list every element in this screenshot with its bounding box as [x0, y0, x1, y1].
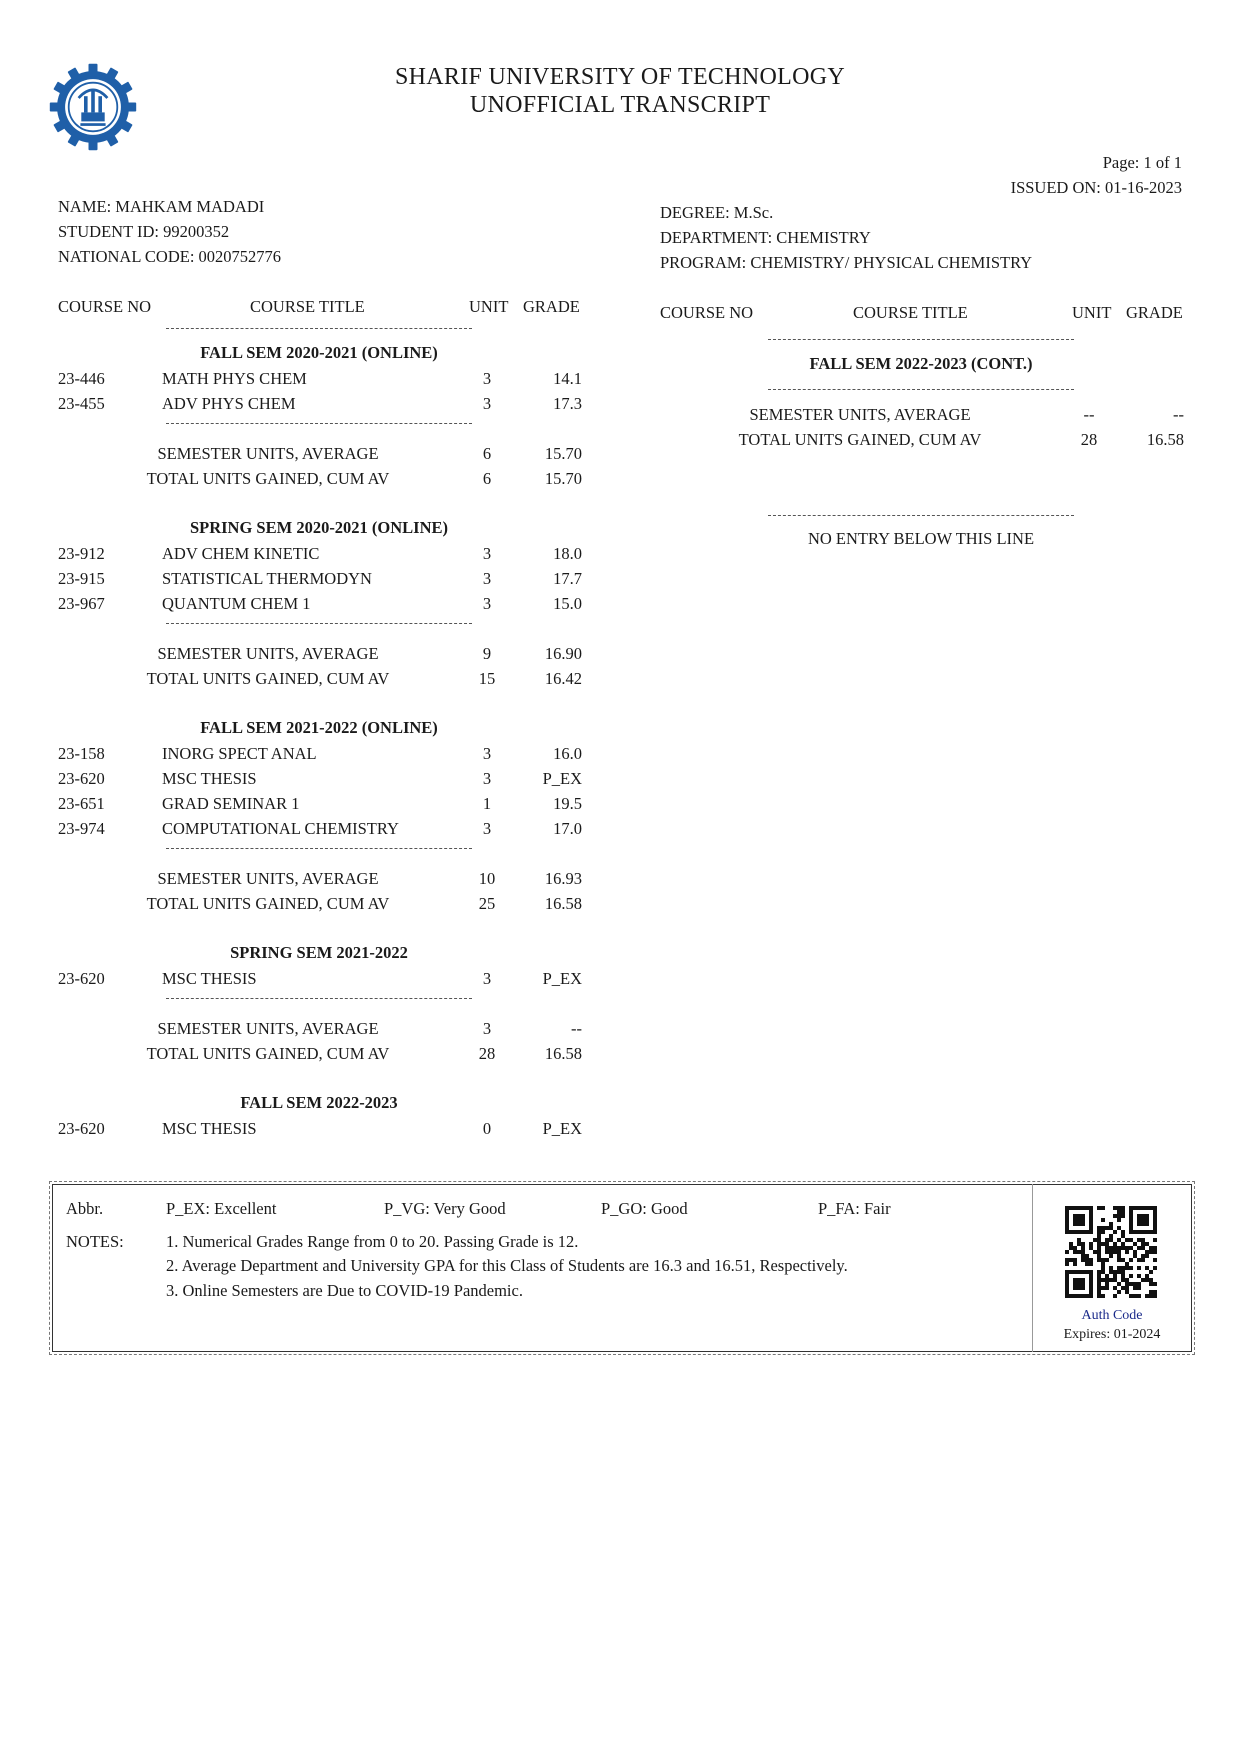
course-row	[58, 818, 588, 840]
separator-line	[768, 515, 1074, 516]
cumulative-average: 16.58	[544, 1044, 582, 1063]
student-name: NAME: MAHKAM MADADI	[58, 197, 265, 216]
separator-line	[768, 389, 1074, 390]
course-title: MSC THESIS	[162, 969, 257, 988]
semester-average: 16.90	[544, 644, 582, 663]
course-grade: 15.0	[553, 594, 582, 613]
course-row	[58, 968, 588, 990]
qr-code-icon[interactable]	[1065, 1206, 1157, 1298]
total-summary-row	[58, 893, 588, 915]
course-unit: 3	[482, 969, 492, 988]
semester-title: SPRING SEM 2021-2022	[230, 943, 408, 962]
course-number: 23-967	[58, 594, 105, 613]
total-units-label: TOTAL UNITS GAINED, CUM AV	[146, 1044, 390, 1063]
semester-average: --	[571, 1019, 582, 1038]
course-unit: 3	[482, 369, 492, 388]
course-unit: 3	[482, 819, 492, 838]
semester-summary-row	[58, 443, 588, 465]
auth-code-link[interactable]: Auth Code	[1081, 1308, 1143, 1323]
course-row	[58, 368, 588, 390]
course-row	[58, 743, 588, 765]
col-header-unit: UNIT	[1072, 303, 1112, 322]
total-summary-row	[660, 429, 1184, 451]
note-item: 1. Numerical Grades Range from 0 to 20. Passing Grade is 12.	[166, 1232, 579, 1251]
course-number: 23-651	[58, 794, 105, 813]
course-unit: 3	[482, 544, 492, 563]
total-units-label: TOTAL UNITS GAINED, CUM AV	[738, 430, 982, 449]
course-title: QUANTUM CHEM 1	[162, 594, 311, 613]
page-number: Page: 1 of 1	[1102, 153, 1182, 172]
abbr-label: Abbr.	[66, 1199, 104, 1218]
separator-line	[166, 328, 472, 329]
course-number: 23-912	[58, 544, 105, 563]
total-summary-row	[58, 668, 588, 690]
col-header-course-title: COURSE TITLE	[250, 297, 365, 316]
separator-line	[768, 339, 1074, 340]
course-title: MSC THESIS	[162, 1119, 257, 1138]
total-units: 6	[482, 469, 492, 488]
semester-summary-row	[660, 404, 1184, 426]
student-id: STUDENT ID: 99200352	[58, 222, 230, 241]
total-units: 28	[478, 1044, 496, 1063]
col-header-grade: GRADE	[1126, 303, 1183, 322]
course-row	[58, 593, 588, 615]
semester-summary-row	[58, 1018, 588, 1040]
course-row	[58, 568, 588, 590]
semester-title: FALL SEM 2022-2023 (CONT.)	[809, 354, 1033, 373]
document-title: UNOFFICIAL TRANSCRIPT	[469, 92, 771, 118]
course-row	[58, 1118, 588, 1140]
course-row	[58, 393, 588, 415]
course-unit: 3	[482, 769, 492, 788]
total-units-label: TOTAL UNITS GAINED, CUM AV	[146, 469, 390, 488]
col-header-unit: UNIT	[469, 297, 509, 316]
semester-units: 10	[478, 869, 496, 888]
col-header-course-no: COURSE NO	[58, 297, 152, 316]
semester-average: --	[1173, 405, 1184, 424]
course-title: ADV CHEM KINETIC	[162, 544, 320, 563]
course-grade: 17.7	[553, 569, 582, 588]
col-header-course-no: COURSE NO	[660, 303, 754, 322]
separator-line	[166, 623, 472, 624]
cumulative-average: 16.58	[544, 894, 582, 913]
course-grade: 18.0	[553, 544, 582, 563]
course-unit: 3	[482, 744, 492, 763]
semester-units-label: SEMESTER UNITS, AVERAGE	[157, 869, 379, 888]
course-number: 23-915	[58, 569, 105, 588]
course-grade: 14.1	[553, 369, 582, 388]
course-row	[58, 768, 588, 790]
total-units: 25	[478, 894, 496, 913]
col-header-grade: GRADE	[523, 297, 580, 316]
course-grade: P_EX	[542, 1119, 582, 1138]
course-unit: 3	[482, 594, 492, 613]
course-grade: 16.0	[553, 744, 582, 763]
cumulative-average: 16.58	[1146, 430, 1184, 449]
separator-line	[166, 998, 472, 999]
total-units: 15	[478, 669, 496, 688]
course-row	[58, 543, 588, 565]
course-unit: 1	[482, 794, 492, 813]
semester-units: 6	[482, 444, 492, 463]
course-grade: P_EX	[542, 769, 582, 788]
course-number: 23-446	[58, 369, 105, 388]
course-title: COMPUTATIONAL CHEMISTRY	[162, 819, 399, 838]
course-unit: 3	[482, 394, 492, 413]
col-header-course-title: COURSE TITLE	[853, 303, 968, 322]
semester-units: --	[1083, 405, 1095, 424]
abbr-fair: P_FA: Fair	[818, 1199, 891, 1218]
course-number: 23-974	[58, 819, 105, 838]
course-number: 23-455	[58, 394, 105, 413]
semester-units-label: SEMESTER UNITS, AVERAGE	[157, 1019, 379, 1038]
abbr-good: P_GO: Good	[601, 1199, 688, 1218]
abbr-excellent: P_EX: Excellent	[166, 1199, 277, 1218]
cumulative-average: 16.42	[544, 669, 582, 688]
semester-units-label: SEMESTER UNITS, AVERAGE	[749, 405, 971, 424]
note-item: 2. Average Department and University GPA for this Class of Students are 16.3 and 16.51, Respectively.	[166, 1256, 848, 1275]
department: DEPARTMENT: CHEMISTRY	[660, 228, 871, 247]
cumulative-average: 15.70	[544, 469, 582, 488]
course-title: INORG SPECT ANAL	[162, 744, 317, 763]
separator-line	[166, 848, 472, 849]
course-grade: 17.3	[553, 394, 582, 413]
degree: DEGREE: M.Sc.	[660, 203, 774, 222]
semester-units: 9	[482, 644, 492, 663]
expiry-date: Expires: 01-2024	[1063, 1327, 1161, 1342]
total-summary-row	[58, 1043, 588, 1065]
semester-summary-row	[58, 643, 588, 665]
notes-label: NOTES:	[66, 1232, 124, 1251]
semester-title: FALL SEM 2021-2022 (ONLINE)	[200, 718, 438, 737]
semester-summary-row	[58, 868, 588, 890]
course-grade: P_EX	[542, 969, 582, 988]
course-unit: 0	[482, 1119, 492, 1138]
separator-line	[166, 423, 472, 424]
semester-average: 16.93	[544, 869, 582, 888]
total-units-label: TOTAL UNITS GAINED, CUM AV	[146, 669, 390, 688]
course-title: MSC THESIS	[162, 769, 257, 788]
semester-title: SPRING SEM 2020-2021 (ONLINE)	[189, 518, 449, 537]
total-units: 28	[1080, 430, 1098, 449]
course-grade: 19.5	[553, 794, 582, 813]
course-row	[58, 793, 588, 815]
course-unit: 3	[482, 569, 492, 588]
course-grade: 17.0	[553, 819, 582, 838]
total-summary-row	[58, 468, 588, 490]
no-entry-notice: NO ENTRY BELOW THIS LINE	[807, 529, 1035, 548]
semester-average: 15.70	[544, 444, 582, 463]
course-number: 23-620	[58, 1119, 105, 1138]
semester-units-label: SEMESTER UNITS, AVERAGE	[157, 644, 379, 663]
course-title: MATH PHYS CHEM	[162, 369, 307, 388]
course-number: 23-620	[58, 769, 105, 788]
total-units-label: TOTAL UNITS GAINED, CUM AV	[146, 894, 390, 913]
semester-units-label: SEMESTER UNITS, AVERAGE	[157, 444, 379, 463]
national-code: NATIONAL CODE: 0020752776	[58, 247, 282, 266]
course-number: 23-620	[58, 969, 105, 988]
note-item: 3. Online Semesters are Due to COVID-19 Pandemic.	[166, 1281, 523, 1300]
course-number: 23-158	[58, 744, 105, 763]
semester-title: FALL SEM 2022-2023	[240, 1093, 398, 1112]
semester-units: 3	[482, 1019, 492, 1038]
issued-date: ISSUED ON: 01-16-2023	[1010, 178, 1182, 197]
course-title: STATISTICAL THERMODYN	[162, 569, 372, 588]
course-title: ADV PHYS CHEM	[162, 394, 296, 413]
course-title: GRAD SEMINAR 1	[162, 794, 300, 813]
program: PROGRAM: CHEMISTRY/ PHYSICAL CHEMISTRY	[660, 253, 1033, 272]
abbr-very-good: P_VG: Very Good	[384, 1199, 506, 1218]
university-name: SHARIF UNIVERSITY OF TECHNOLOGY	[395, 64, 845, 90]
semester-title: FALL SEM 2020-2021 (ONLINE)	[200, 343, 438, 362]
